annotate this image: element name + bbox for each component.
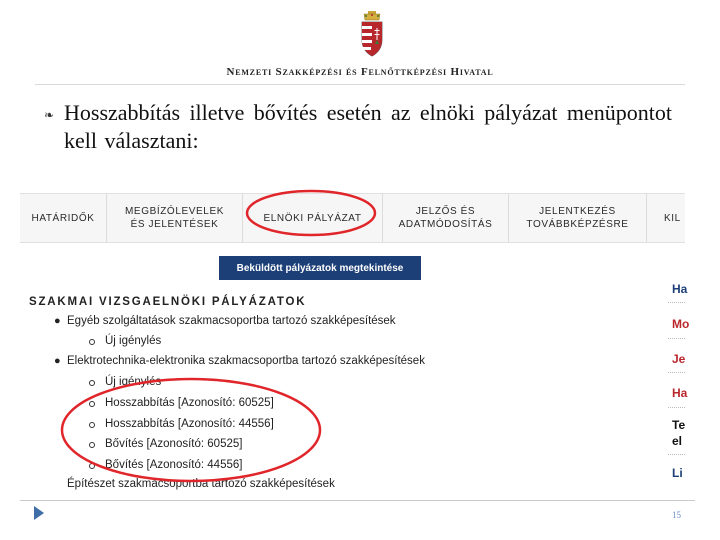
triangle-next-icon[interactable] <box>34 506 44 520</box>
agency-name: Nemzeti Szakképzési és Felnőttképzési Hivatal <box>226 66 494 78</box>
section-title: SZAKMAI VIZSGAELNÖKI PÁLYÁZATOK <box>29 296 307 308</box>
option-extension[interactable]: Hosszabbítás [Azonosító: 44556] <box>105 418 274 430</box>
slide-bullet-text: Hosszabbítás illetve bővítés esetén az elnöki pályázat menüpontot kell választani: <box>64 100 672 153</box>
footer-divider <box>20 500 695 501</box>
option-new-request[interactable]: Új igénylés <box>105 376 161 388</box>
sidebar-link[interactable]: Te <box>672 418 686 432</box>
highlight-ellipse-nav <box>247 191 375 235</box>
bullet-dot-icon: ● <box>54 315 61 327</box>
sidebar-link[interactable]: Ha <box>672 282 688 296</box>
feather-bullet-icon: ❧ <box>44 108 55 122</box>
view-submitted-applications-button[interactable]: Beküldött pályázatok megtekintése <box>219 256 421 280</box>
category-item[interactable]: ● Elektrotechnika-elektronika szakmacsoportba tartozó szakképesítések <box>54 355 425 367</box>
nav-tab-data-modification[interactable]: JELZŐS ÉS ADATMÓDOSÍTÁS <box>383 194 509 242</box>
sidebar-link[interactable]: el <box>672 434 683 448</box>
option-expansion[interactable]: Bővítés [Azonosító: 60525] <box>105 438 242 450</box>
sidebar-link[interactable]: Li <box>672 466 683 480</box>
option-new-request[interactable]: Új igénylés <box>105 335 161 347</box>
sidebar-link[interactable]: Mo <box>672 317 690 331</box>
sidebar-link[interactable]: Je <box>672 352 686 366</box>
category-item[interactable]: ● Egyéb szolgáltatások szakmacsoportba tartozó szakképesítések <box>54 315 396 327</box>
option-expansion[interactable]: Bővítés [Azonosító: 44556] <box>105 459 242 471</box>
nav-tab-training-registration[interactable]: JELENTKEZÉS TOVÁBBKÉPZÉSRE <box>509 194 647 242</box>
nav-tab-presidential-application[interactable]: ELNÖKI PÁLYÁZAT <box>243 194 383 242</box>
category-item[interactable]: Építészet szakmacsoportba tartozó szakképesítések <box>67 478 335 490</box>
option-extension[interactable]: Hosszabbítás [Azonosító: 60525] <box>105 397 274 409</box>
nav-tab-assignments[interactable]: MEGBÍZÓLEVELEK ÉS JELENTÉSEK <box>107 194 243 242</box>
bullet-dot-icon: ● <box>54 355 61 367</box>
sidebar-link[interactable]: Ha <box>672 386 688 400</box>
nav-tab-deadlines[interactable]: HATÁRIDŐK <box>20 194 107 242</box>
page-number: 15 <box>672 510 681 520</box>
nav-tab-more[interactable]: KIL <box>664 212 681 224</box>
highlight-ellipse-options <box>62 379 320 481</box>
